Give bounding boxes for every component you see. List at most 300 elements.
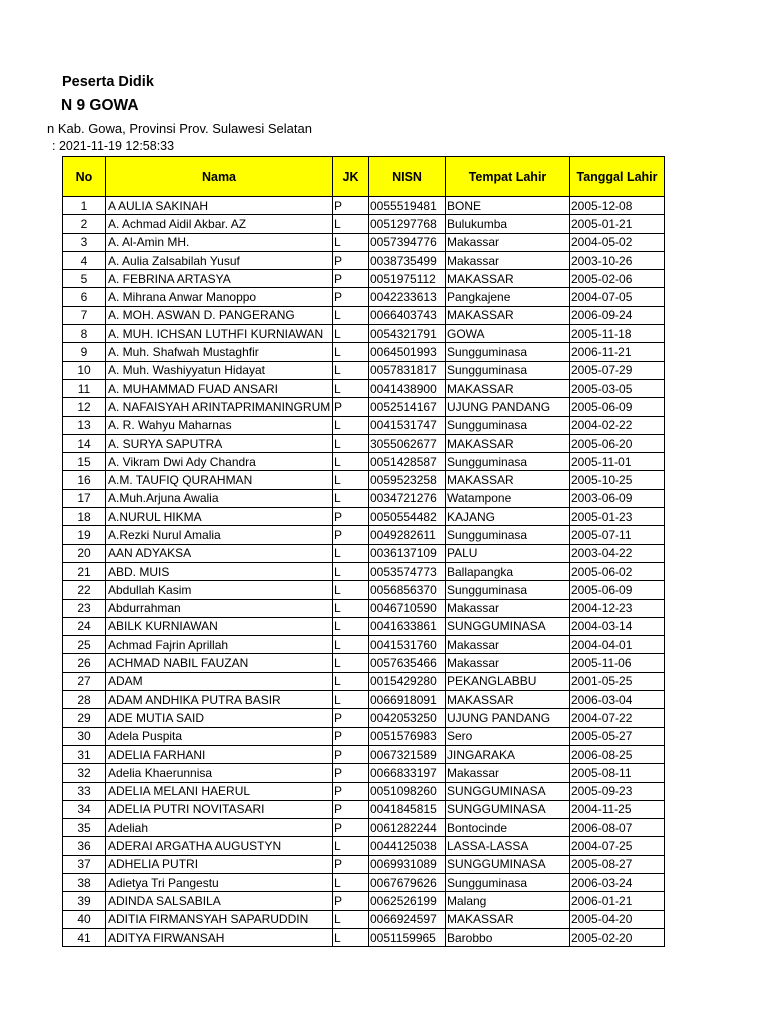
- table-row: [63, 855, 665, 873]
- cell-jk: L: [333, 562, 369, 580]
- table-row: [63, 745, 665, 763]
- table-row: [63, 233, 665, 251]
- region-line: n Kab. Gowa, Provinsi Prov. Sulawesi Selatan: [47, 121, 312, 136]
- cell-tanggal-lahir: 2005-01-23: [570, 508, 665, 526]
- cell-nisn: 0041531747: [369, 416, 446, 434]
- cell-nisn: 0036137109: [369, 544, 446, 562]
- cell-jk: L: [333, 581, 369, 599]
- printed-timestamp: : 2021-11-19 12:58:33: [52, 139, 175, 153]
- cell-nama: ADERAI ARGATHA AUGUSTYN: [106, 837, 333, 855]
- cell-tempat-lahir: SUNGGUMINASA: [446, 855, 570, 873]
- cell-tanggal-lahir: 2005-06-02: [570, 562, 665, 580]
- cell-jk: L: [333, 599, 369, 617]
- cell-nisn: 0041438900: [369, 379, 446, 397]
- cell-tanggal-lahir: 2005-02-06: [570, 270, 665, 288]
- cell-no: 15: [63, 453, 106, 471]
- cell-nisn: 0042233613: [369, 288, 446, 306]
- cell-nama: ACHMAD NABIL FAUZAN: [106, 654, 333, 672]
- cell-no: 17: [63, 489, 106, 507]
- cell-nama: ADELIA FARHANI: [106, 745, 333, 763]
- cell-tanggal-lahir: 2005-04-20: [570, 910, 665, 928]
- cell-tempat-lahir: Pangkajene: [446, 288, 570, 306]
- cell-tempat-lahir: Sero: [446, 727, 570, 745]
- cell-jk: L: [333, 416, 369, 434]
- cell-no: 28: [63, 691, 106, 709]
- table-row: [63, 837, 665, 855]
- cell-tempat-lahir: GOWA: [446, 325, 570, 343]
- cell-nisn: 0059523258: [369, 471, 446, 489]
- cell-no: 3: [63, 233, 106, 251]
- cell-tempat-lahir: UJUNG PANDANG: [446, 709, 570, 727]
- cell-no: 22: [63, 581, 106, 599]
- cell-nama: ABILK KURNIAWAN: [106, 617, 333, 635]
- cell-nama: A. Mihrana Anwar Manoppo: [106, 288, 333, 306]
- school-name: N 9 GOWA: [61, 97, 139, 114]
- cell-jk: P: [333, 819, 369, 837]
- cell-no: 36: [63, 837, 106, 855]
- table-row: [63, 654, 665, 672]
- column-header-nisn: NISN: [369, 157, 446, 197]
- table-row: [63, 288, 665, 306]
- cell-tanggal-lahir: 2004-07-05: [570, 288, 665, 306]
- cell-nisn: 0041845815: [369, 800, 446, 818]
- cell-no: 18: [63, 508, 106, 526]
- cell-nama: A.Muh.Arjuna Awalia: [106, 489, 333, 507]
- cell-tempat-lahir: MAKASSAR: [446, 379, 570, 397]
- cell-tempat-lahir: UJUNG PANDANG: [446, 398, 570, 416]
- cell-jk: P: [333, 727, 369, 745]
- cell-jk: P: [333, 782, 369, 800]
- cell-nisn: 0056856370: [369, 581, 446, 599]
- column-header-nama: Nama: [106, 157, 333, 197]
- cell-tempat-lahir: MAKASSAR: [446, 910, 570, 928]
- table-row: [63, 306, 665, 324]
- table-row: [63, 709, 665, 727]
- cell-tempat-lahir: Sungguminasa: [446, 416, 570, 434]
- cell-no: 8: [63, 325, 106, 343]
- cell-no: 5: [63, 270, 106, 288]
- cell-tempat-lahir: Ballapangka: [446, 562, 570, 580]
- cell-jk: P: [333, 764, 369, 782]
- table-row: [63, 471, 665, 489]
- cell-tanggal-lahir: 2005-06-09: [570, 398, 665, 416]
- cell-tanggal-lahir: 2005-08-11: [570, 764, 665, 782]
- cell-no: 40: [63, 910, 106, 928]
- cell-tempat-lahir: Sungguminasa: [446, 873, 570, 891]
- cell-nisn: 0064501993: [369, 343, 446, 361]
- cell-tempat-lahir: Makassar: [446, 636, 570, 654]
- cell-nama: A. MUHAMMAD FUAD ANSARI: [106, 379, 333, 397]
- cell-nama: ADINDA SALSABILA: [106, 892, 333, 910]
- cell-nama: ADELIA MELANI HAERUL: [106, 782, 333, 800]
- cell-nama: A.Rezki Nurul Amalia: [106, 526, 333, 544]
- cell-nama: Adietya Tri Pangestu: [106, 873, 333, 891]
- cell-nisn: 0044125038: [369, 837, 446, 855]
- cell-no: 23: [63, 599, 106, 617]
- cell-nama: Abdurrahman: [106, 599, 333, 617]
- cell-nisn: 0052514167: [369, 398, 446, 416]
- cell-jk: L: [333, 672, 369, 690]
- cell-nisn: 0066403743: [369, 306, 446, 324]
- cell-nisn: 0038735499: [369, 251, 446, 269]
- cell-jk: L: [333, 489, 369, 507]
- cell-jk: L: [333, 361, 369, 379]
- table-row: [63, 489, 665, 507]
- cell-nama: Achmad Fajrin Aprillah: [106, 636, 333, 654]
- cell-tempat-lahir: Barobbo: [446, 928, 570, 946]
- table-row: [63, 361, 665, 379]
- document-title: Peserta Didik: [62, 74, 154, 90]
- cell-no: 24: [63, 617, 106, 635]
- cell-nisn: 0066918091: [369, 691, 446, 709]
- cell-tanggal-lahir: 2006-08-25: [570, 745, 665, 763]
- cell-tempat-lahir: SUNGGUMINASA: [446, 800, 570, 818]
- table-row: [63, 270, 665, 288]
- cell-jk: L: [333, 379, 369, 397]
- cell-nama: ADITIA FIRMANSYAH SAPARUDDIN: [106, 910, 333, 928]
- cell-tempat-lahir: SUNGGUMINASA: [446, 617, 570, 635]
- cell-tanggal-lahir: 2005-05-27: [570, 727, 665, 745]
- table-row: [63, 508, 665, 526]
- cell-tanggal-lahir: 2005-11-06: [570, 654, 665, 672]
- cell-tanggal-lahir: 2003-10-26: [570, 251, 665, 269]
- cell-jk: L: [333, 325, 369, 343]
- cell-tempat-lahir: Sungguminasa: [446, 343, 570, 361]
- cell-jk: L: [333, 434, 369, 452]
- cell-no: 20: [63, 544, 106, 562]
- cell-tempat-lahir: MAKASSAR: [446, 270, 570, 288]
- cell-nisn: 0046710590: [369, 599, 446, 617]
- cell-tanggal-lahir: 2005-10-25: [570, 471, 665, 489]
- cell-jk: P: [333, 892, 369, 910]
- cell-nisn: 0041633861: [369, 617, 446, 635]
- cell-nama: A. Aulia Zalsabilah Yusuf: [106, 251, 333, 269]
- column-header-no: No: [63, 157, 106, 197]
- cell-nisn: 0066833197: [369, 764, 446, 782]
- cell-nama: A. FEBRINA ARTASYA: [106, 270, 333, 288]
- cell-tempat-lahir: Malang: [446, 892, 570, 910]
- cell-no: 4: [63, 251, 106, 269]
- cell-tanggal-lahir: 2005-07-29: [570, 361, 665, 379]
- table-row: [63, 727, 665, 745]
- cell-nisn: 0055519481: [369, 197, 446, 215]
- cell-tanggal-lahir: 2006-01-21: [570, 892, 665, 910]
- cell-tanggal-lahir: 2005-11-01: [570, 453, 665, 471]
- cell-no: 37: [63, 855, 106, 873]
- cell-no: 21: [63, 562, 106, 580]
- cell-no: 14: [63, 434, 106, 452]
- cell-tanggal-lahir: 2005-12-08: [570, 197, 665, 215]
- cell-nisn: 0041531760: [369, 636, 446, 654]
- cell-tanggal-lahir: 2006-11-21: [570, 343, 665, 361]
- cell-tanggal-lahir: 2005-06-09: [570, 581, 665, 599]
- cell-tempat-lahir: SUNGGUMINASA: [446, 782, 570, 800]
- cell-no: 12: [63, 398, 106, 416]
- cell-nisn: 0034721276: [369, 489, 446, 507]
- cell-tanggal-lahir: 2006-08-07: [570, 819, 665, 837]
- cell-jk: L: [333, 910, 369, 928]
- cell-tempat-lahir: Makassar: [446, 654, 570, 672]
- cell-tempat-lahir: Sungguminasa: [446, 581, 570, 599]
- cell-nisn: 0042053250: [369, 709, 446, 727]
- cell-nisn: 0051428587: [369, 453, 446, 471]
- cell-nama: A.NURUL HIKMA: [106, 508, 333, 526]
- cell-nama: ADAM: [106, 672, 333, 690]
- cell-nisn: 0051297768: [369, 215, 446, 233]
- cell-jk: L: [333, 471, 369, 489]
- cell-tempat-lahir: Makassar: [446, 599, 570, 617]
- cell-no: 11: [63, 379, 106, 397]
- cell-tanggal-lahir: 2005-09-23: [570, 782, 665, 800]
- cell-no: 13: [63, 416, 106, 434]
- cell-tanggal-lahir: 2003-04-22: [570, 544, 665, 562]
- cell-jk: P: [333, 508, 369, 526]
- cell-tempat-lahir: KAJANG: [446, 508, 570, 526]
- cell-nama: Adelia Khaerunnisa: [106, 764, 333, 782]
- cell-tempat-lahir: MAKASSAR: [446, 691, 570, 709]
- cell-no: 25: [63, 636, 106, 654]
- cell-jk: P: [333, 288, 369, 306]
- column-header-tempat-lahir: Tempat Lahir: [446, 157, 570, 197]
- cell-jk: L: [333, 654, 369, 672]
- cell-no: 41: [63, 928, 106, 946]
- table-row: [63, 873, 665, 891]
- cell-nisn: 0061282244: [369, 819, 446, 837]
- table-row: [63, 617, 665, 635]
- cell-tempat-lahir: JINGARAKA: [446, 745, 570, 763]
- table-row: [63, 379, 665, 397]
- cell-no: 26: [63, 654, 106, 672]
- cell-jk: L: [333, 215, 369, 233]
- cell-tanggal-lahir: 2004-07-25: [570, 837, 665, 855]
- cell-tempat-lahir: LASSA-LASSA: [446, 837, 570, 855]
- table-header-row: [63, 157, 665, 197]
- cell-tempat-lahir: Sungguminasa: [446, 361, 570, 379]
- cell-tanggal-lahir: 2005-08-27: [570, 855, 665, 873]
- cell-nisn: 0062526199: [369, 892, 446, 910]
- cell-nisn: 0015429280: [369, 672, 446, 690]
- cell-tempat-lahir: Makassar: [446, 764, 570, 782]
- cell-nama: AAN ADYAKSA: [106, 544, 333, 562]
- cell-nama: A. Muh. Washiyyatun Hidayat: [106, 361, 333, 379]
- cell-no: 35: [63, 819, 106, 837]
- cell-jk: P: [333, 398, 369, 416]
- cell-no: 1: [63, 197, 106, 215]
- cell-no: 38: [63, 873, 106, 891]
- cell-nisn: 0057831817: [369, 361, 446, 379]
- cell-jk: P: [333, 745, 369, 763]
- cell-no: 27: [63, 672, 106, 690]
- cell-nisn: 0053574773: [369, 562, 446, 580]
- cell-no: 10: [63, 361, 106, 379]
- cell-tempat-lahir: MAKASSAR: [446, 434, 570, 452]
- cell-nama: ADELIA PUTRI NOVITASARI: [106, 800, 333, 818]
- cell-jk: P: [333, 800, 369, 818]
- table-row: [63, 398, 665, 416]
- cell-nisn: 0057394776: [369, 233, 446, 251]
- cell-jk: L: [333, 873, 369, 891]
- cell-jk: L: [333, 233, 369, 251]
- table-row: [63, 544, 665, 562]
- cell-tempat-lahir: Bontocinde: [446, 819, 570, 837]
- table-row: [63, 636, 665, 654]
- cell-no: 30: [63, 727, 106, 745]
- cell-nama: Adeliah: [106, 819, 333, 837]
- cell-nisn: 0067321589: [369, 745, 446, 763]
- cell-nama: A AULIA SAKINAH: [106, 197, 333, 215]
- cell-tanggal-lahir: 2006-03-24: [570, 873, 665, 891]
- cell-nama: A. Vikram Dwi Ady Chandra: [106, 453, 333, 471]
- cell-jk: P: [333, 251, 369, 269]
- cell-no: 6: [63, 288, 106, 306]
- cell-tanggal-lahir: 2004-04-01: [570, 636, 665, 654]
- cell-nama: Abdullah Kasim: [106, 581, 333, 599]
- cell-jk: L: [333, 928, 369, 946]
- cell-no: 19: [63, 526, 106, 544]
- cell-tanggal-lahir: 2005-02-20: [570, 928, 665, 946]
- cell-tanggal-lahir: 2005-11-18: [570, 325, 665, 343]
- cell-nama: A. NAFAISYAH ARINTAPRIMANINGRUM: [106, 398, 333, 416]
- cell-nama: ADITYA FIRWANSAH: [106, 928, 333, 946]
- cell-jk: L: [333, 306, 369, 324]
- cell-nama: ADAM ANDHIKA PUTRA BASIR: [106, 691, 333, 709]
- cell-tempat-lahir: PALU: [446, 544, 570, 562]
- cell-no: 29: [63, 709, 106, 727]
- cell-tempat-lahir: BONE: [446, 197, 570, 215]
- cell-nisn: 0051098260: [369, 782, 446, 800]
- cell-tanggal-lahir: 2004-02-22: [570, 416, 665, 434]
- cell-no: 33: [63, 782, 106, 800]
- cell-nisn: 0069931089: [369, 855, 446, 873]
- table-row: [63, 800, 665, 818]
- cell-jk: P: [333, 855, 369, 873]
- cell-tanggal-lahir: 2006-03-04: [570, 691, 665, 709]
- cell-jk: L: [333, 544, 369, 562]
- cell-nisn: 0049282611: [369, 526, 446, 544]
- cell-no: 2: [63, 215, 106, 233]
- cell-jk: P: [333, 526, 369, 544]
- cell-tempat-lahir: MAKASSAR: [446, 471, 570, 489]
- cell-nama: A. Al-Amin MH.: [106, 233, 333, 251]
- cell-nama: A. Muh. Shafwah Mustaghfir: [106, 343, 333, 361]
- column-header-jk: JK: [333, 157, 369, 197]
- table-row: [63, 453, 665, 471]
- cell-nama: A.M. TAUFIQ QURAHMAN: [106, 471, 333, 489]
- cell-tanggal-lahir: 2004-11-25: [570, 800, 665, 818]
- column-header-tanggal-lahir: Tanggal Lahir: [570, 157, 665, 197]
- cell-nama: ADE MUTIA SAID: [106, 709, 333, 727]
- cell-tanggal-lahir: 2004-07-22: [570, 709, 665, 727]
- table-body: [63, 197, 665, 947]
- cell-nisn: 3055062677: [369, 434, 446, 452]
- student-table: [62, 156, 665, 947]
- table-row: [63, 325, 665, 343]
- cell-nama: A. R. Wahyu Maharnas: [106, 416, 333, 434]
- cell-tempat-lahir: Sungguminasa: [446, 453, 570, 471]
- table-row: [63, 581, 665, 599]
- cell-no: 39: [63, 892, 106, 910]
- cell-tanggal-lahir: 2001-05-25: [570, 672, 665, 690]
- table-row: [63, 819, 665, 837]
- cell-tanggal-lahir: 2005-06-20: [570, 434, 665, 452]
- cell-nama: ADHELIA PUTRI: [106, 855, 333, 873]
- cell-tempat-lahir: Sungguminasa: [446, 526, 570, 544]
- cell-nama: A. SURYA SAPUTRA: [106, 434, 333, 452]
- table-row: [63, 672, 665, 690]
- table-row: [63, 251, 665, 269]
- cell-tanggal-lahir: 2005-07-11: [570, 526, 665, 544]
- cell-no: 34: [63, 800, 106, 818]
- table-row: [63, 197, 665, 215]
- cell-nisn: 0054321791: [369, 325, 446, 343]
- cell-jk: P: [333, 270, 369, 288]
- cell-nisn: 0067679626: [369, 873, 446, 891]
- cell-tempat-lahir: Bulukumba: [446, 215, 570, 233]
- cell-tanggal-lahir: 2005-03-05: [570, 379, 665, 397]
- table-row: [63, 764, 665, 782]
- cell-no: 31: [63, 745, 106, 763]
- cell-nisn: 0051159965: [369, 928, 446, 946]
- table-row: [63, 562, 665, 580]
- cell-jk: L: [333, 617, 369, 635]
- table-row: [63, 526, 665, 544]
- cell-jk: L: [333, 343, 369, 361]
- cell-nisn: 0050554482: [369, 508, 446, 526]
- cell-tanggal-lahir: 2004-05-02: [570, 233, 665, 251]
- cell-no: 7: [63, 306, 106, 324]
- table-row: [63, 782, 665, 800]
- cell-tanggal-lahir: 2004-03-14: [570, 617, 665, 635]
- cell-nama: A. MOH. ASWAN D. PANGERANG: [106, 306, 333, 324]
- table-row: [63, 215, 665, 233]
- cell-tempat-lahir: MAKASSAR: [446, 306, 570, 324]
- cell-tempat-lahir: Watampone: [446, 489, 570, 507]
- cell-jk: P: [333, 709, 369, 727]
- cell-nama: A. Achmad Aidil Akbar. AZ: [106, 215, 333, 233]
- cell-tanggal-lahir: 2003-06-09: [570, 489, 665, 507]
- cell-no: 9: [63, 343, 106, 361]
- cell-jk: P: [333, 197, 369, 215]
- cell-nama: A. MUH. ICHSAN LUTHFI KURNIAWAN: [106, 325, 333, 343]
- cell-nisn: 0066924597: [369, 910, 446, 928]
- cell-no: 16: [63, 471, 106, 489]
- cell-no: 32: [63, 764, 106, 782]
- table-row: [63, 691, 665, 709]
- cell-jk: L: [333, 636, 369, 654]
- cell-tanggal-lahir: 2004-12-23: [570, 599, 665, 617]
- table-row: [63, 892, 665, 910]
- table-row: [63, 910, 665, 928]
- cell-tanggal-lahir: 2005-01-21: [570, 215, 665, 233]
- cell-tempat-lahir: PEKANGLABBU: [446, 672, 570, 690]
- table-row: [63, 416, 665, 434]
- cell-nisn: 0051975112: [369, 270, 446, 288]
- cell-tempat-lahir: Makassar: [446, 251, 570, 269]
- cell-nama: ABD. MUIS: [106, 562, 333, 580]
- table-row: [63, 434, 665, 452]
- table-row: [63, 343, 665, 361]
- cell-nisn: 0057635466: [369, 654, 446, 672]
- table-row: [63, 928, 665, 946]
- cell-tempat-lahir: Makassar: [446, 233, 570, 251]
- cell-nama: Adela Puspita: [106, 727, 333, 745]
- cell-jk: L: [333, 453, 369, 471]
- cell-tanggal-lahir: 2006-09-24: [570, 306, 665, 324]
- cell-jk: L: [333, 837, 369, 855]
- cell-nisn: 0051576983: [369, 727, 446, 745]
- cell-jk: L: [333, 691, 369, 709]
- table-row: [63, 599, 665, 617]
